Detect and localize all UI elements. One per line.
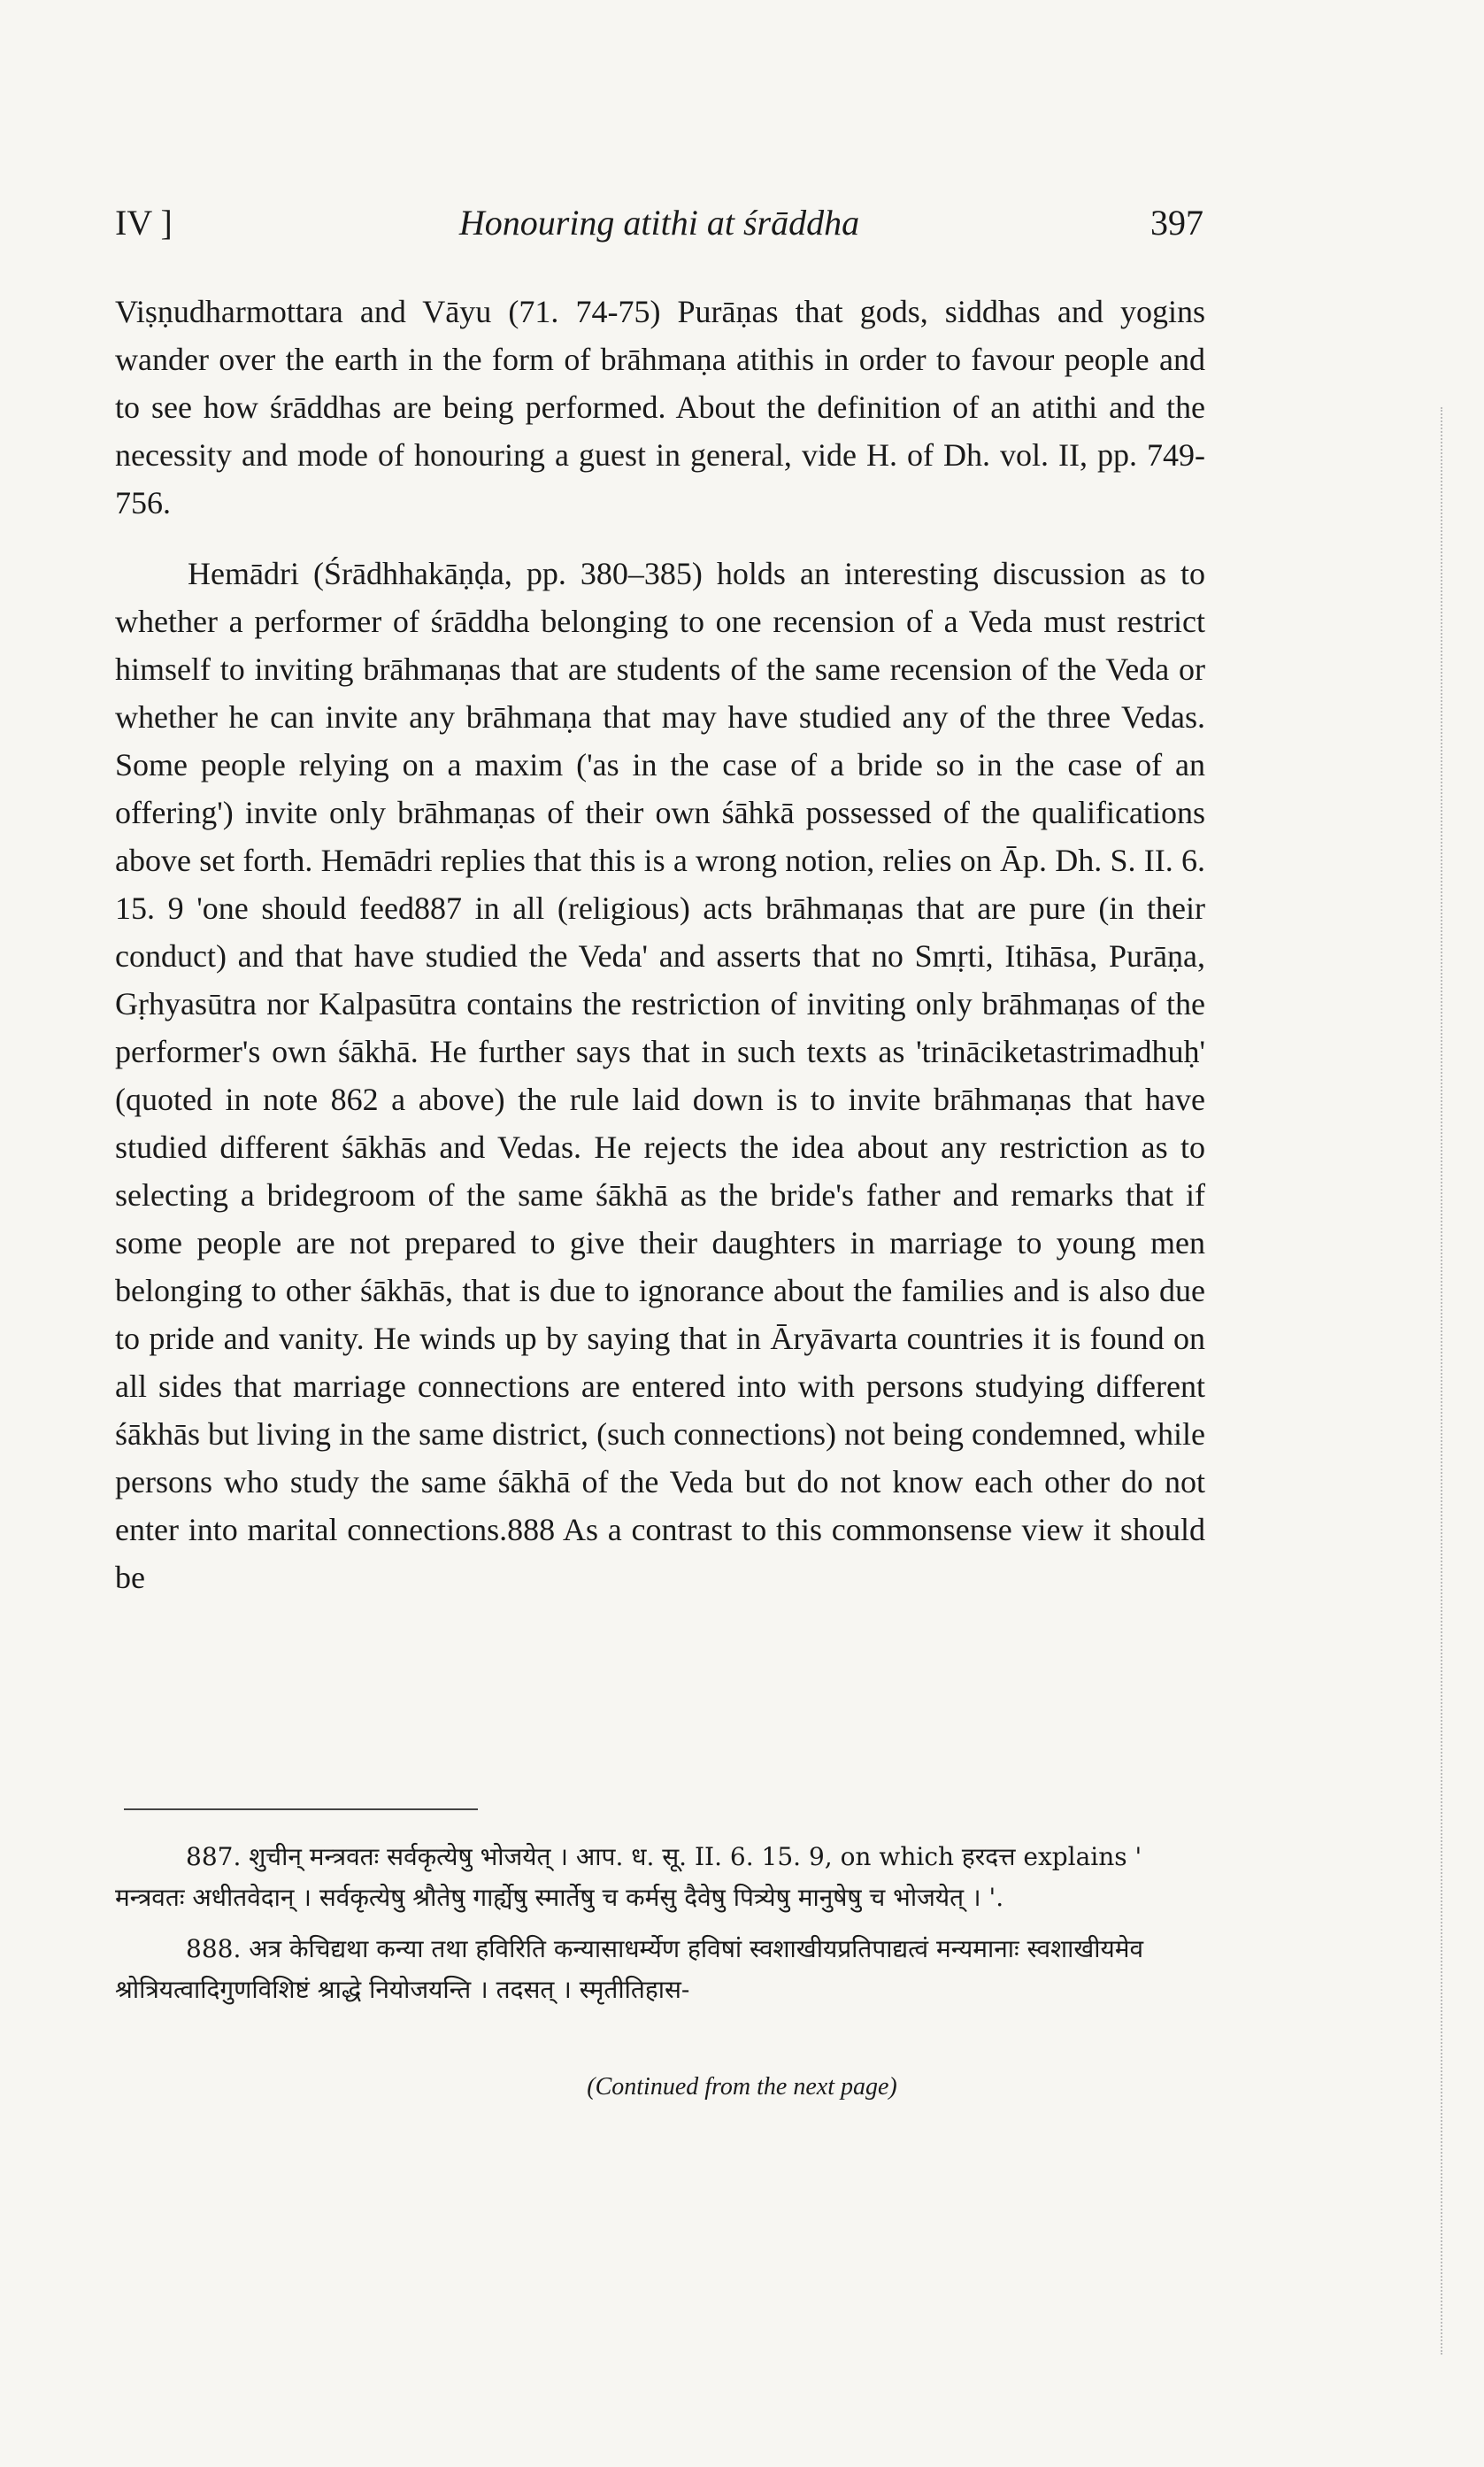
page-title: Honouring atithi at śrāddha: [458, 203, 860, 243]
paragraph: Hemādri (Śrādhhakāṇḍa, pp. 380–385) holds an interesting discussion as to whether a performer of śrāddha belonging to one recension of a Veda must restrict himself to inviting brāhmaṇas that are students of the same recension of the Veda or whether he can invite any brāhmaṇa that may have studied any of the three Vedas. Some people relying on a maxim ('as in the case of a bride so in the case of an offering') invite only brāhmaṇas of their own śāhkā possessed of the qualifications above set forth. Hemādri replies that this is a wrong notion, relies on Āp. Dh. S. II. 6. 15. 9 'one should feed887 in all (religious) acts brāhmaṇas that are pure (in their conduct) and that have studied the Veda' and asserts that no Smṛti, Itihāsa, Purāṇa, Gṛhyasūtra nor Kalpasūtra contains the restriction of inviting only brāhmaṇas of the performer's own śākhā. He further says that in such texts as 'trināciketastrimadhuḥ' (quoted in note 862 a above) the rule laid down is to invite brāhmaṇas that have studied different śākhās and Vedas. He rejects the idea about any restriction as to selecting a bridegroom of the same śākhā as the bride's father and remarks that if some people are not prepared to give their daughters in marriage to young men belonging to other śākhās, that is due to ignorance about the families and is also due to pride and vanity. He winds up by saying that in Āryāvarta countries it is found on all sides that marriage connections are entered into with persons studying different śākhās but living in the same district, (such connections) not being condemned, while persons who study the same śākhā of the Veda but do not know each other do not enter into marital connections.888 As a contrast to this commonsense view it should be: [115, 556, 1205, 1595]
page-number: 397: [1150, 203, 1203, 243]
footnote: [115, 1929, 1205, 2010]
paragraph: Viṣṇudharmottara and Vāyu (71. 74-75) Purāṇas that gods, siddhas and yogins wander over the earth in the form of brāhmaṇa atithis in order to favour people and to see how śrāddhas are being performed. About the definition of an atithi and the necessity and mode of honouring a guest in general, vide H. of Dh. vol. II, pp. 749-756.: [115, 294, 1205, 520]
footnote-number: 888.: [186, 1934, 242, 1963]
footnote: [115, 1837, 1205, 1918]
footnote-text: अत्र केचिद्यथा कन्या तथा हविरिति कन्यासाधर्म्येण हविषां स्वशाखीयप्रतिपाद्यत्वं मन्यमानाः स्वशाखीयमेव श्रोत्रियत्वादिगुणविशिष्टं श्राद्धे नियोजयन्ति । तदसत् । स्मृतीतिहास-: [115, 1934, 1144, 2004]
scan-margin-line: [1441, 407, 1442, 2355]
footnote-text: शुचीन् मन्त्रवतः सर्वकृत्येषु भोजयेत् । आप. ध. सू. II. 6. 15. 9, on which हरदत्त explains ' मन्त्रवतः अधीतवेदान् । सर्वकृत्येषु श्रौतेषु गार्ह्येषु स्मार्तेषु च कर्मसु दैवेषु पित्र्येषु मानुषेषु च भोजयेत् । '.: [115, 1842, 1142, 1912]
footnotes: [115, 1837, 1205, 2021]
chapter-marker: IV ]: [115, 203, 173, 243]
footnote-number: 887.: [186, 1842, 242, 1871]
running-header: [115, 202, 1203, 255]
footnote-divider: [124, 1800, 478, 1810]
continued-note: (Continued from the next page): [587, 2073, 897, 2101]
main-text: [115, 288, 1205, 1601]
